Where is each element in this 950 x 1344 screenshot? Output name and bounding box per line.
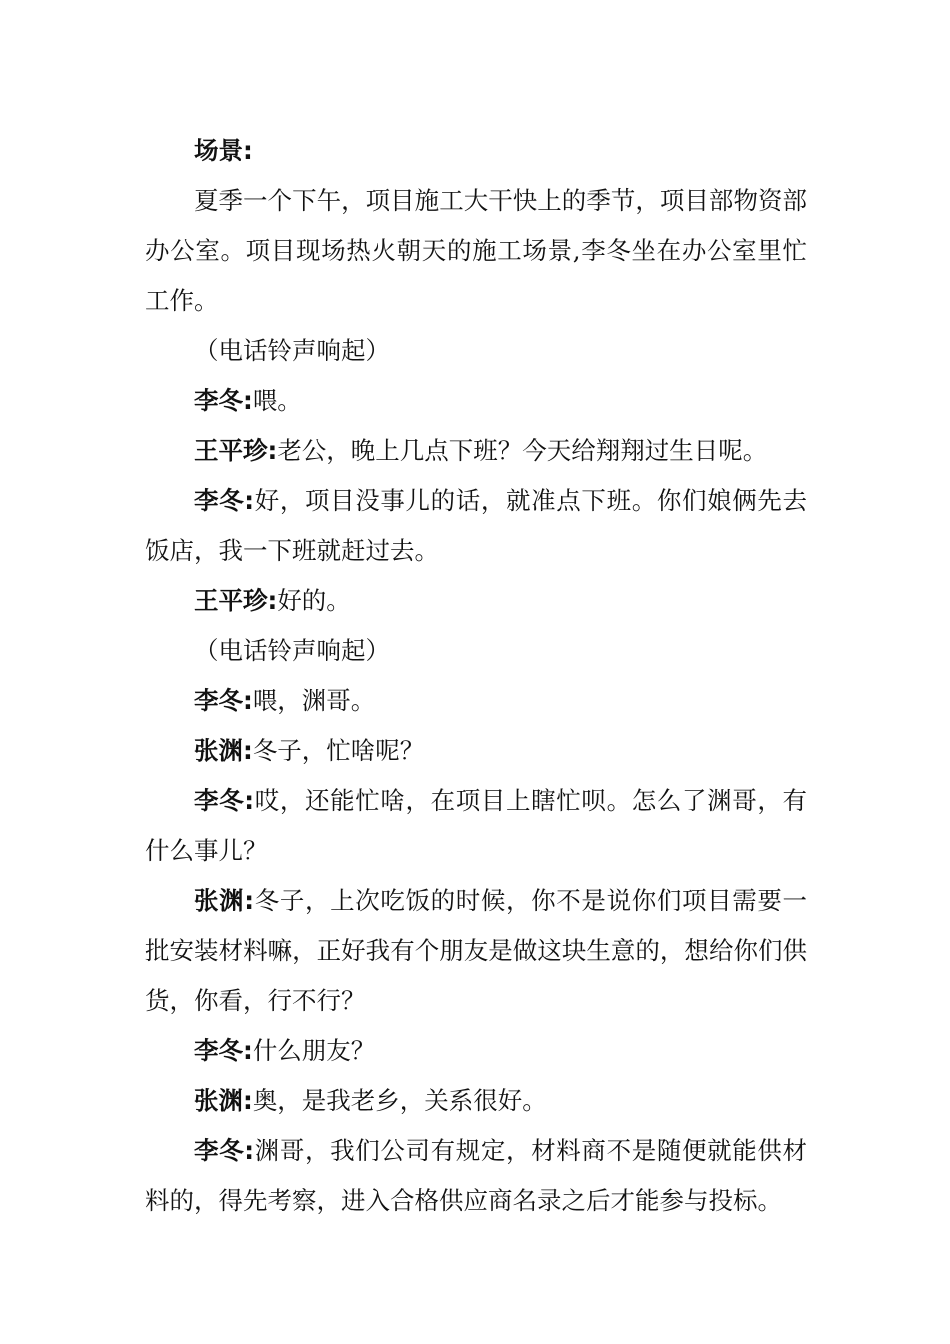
dialogue-line: [145, 576, 807, 626]
speaker-name: 李冬:: [194, 786, 255, 815]
scene-description: 夏季一个下午，项目施工大干快上的季节，项目部物资部办公室。项目现场热火朝天的施工场景,李冬坐在办公室里忙工作。: [145, 186, 807, 315]
dialogue-line: [145, 876, 807, 1026]
speaker-name: 李冬:: [194, 686, 253, 715]
script-page: [145, 126, 807, 1226]
dialogue-line: [145, 476, 807, 576]
dialogue-line: [145, 1026, 807, 1076]
speaker-name: 张渊:: [194, 1086, 253, 1115]
speaker-name: 李冬:: [194, 486, 255, 515]
speaker-name: 张渊:: [194, 736, 253, 765]
line-text: 哎，还能忙啥，在项目上瞎忙呗。怎么了渊哥，有什么事儿？: [145, 786, 807, 865]
speaker-name: 李冬:: [194, 1036, 253, 1065]
dialogue-line: [145, 726, 807, 776]
speaker-name: 王平珍:: [194, 586, 278, 615]
dialogue-line: [145, 426, 807, 476]
line-text: 奥，是我老乡，关系很好。: [252, 1086, 547, 1115]
line-text: 冬子，上次吃饭的时候，你不是说你们项目需要一批安装材料嘛，正好我有个朋友是做这块生意的，想给你们供货，你看，行不行？: [145, 886, 807, 1015]
dialogue-line: [145, 376, 807, 426]
stage-direction: （电话铃声响起）: [194, 636, 390, 665]
line-text: 喂。: [252, 386, 302, 415]
stage-direction: （电话铃声响起）: [194, 336, 390, 365]
speaker-name: 王平珍:: [194, 436, 278, 465]
dialogue-line: [145, 676, 807, 726]
speaker-name: 李冬:: [194, 1136, 255, 1165]
scene-heading: [145, 126, 807, 176]
line-text: 老公，晚上几点下班？今天给翔翔过生日呢。: [277, 436, 768, 465]
dialogue-line: [145, 776, 807, 876]
line-text: 好的。: [277, 586, 351, 615]
line-text: 好，项目没事儿的话，就准点下班。你们娘俩先去饭店，我一下班就赶过去。: [145, 486, 807, 565]
speaker-name: 李冬:: [194, 386, 253, 415]
line-text: 什么朋友？: [252, 1036, 376, 1065]
line-text: 渊哥，我们公司有规定，材料商不是随便就能供材料的，得先考察，进入合格供应商名录之后才能参与投标。: [145, 1136, 807, 1215]
line-text: 冬子，忙啥呢？: [252, 736, 425, 765]
speaker-name: 张渊:: [194, 886, 255, 915]
line-text: 喂，渊哥。: [252, 686, 376, 715]
scene-heading-label: 场景:: [194, 136, 253, 165]
dialogue-line: [145, 1126, 807, 1226]
dialogue-line: [145, 1076, 807, 1126]
